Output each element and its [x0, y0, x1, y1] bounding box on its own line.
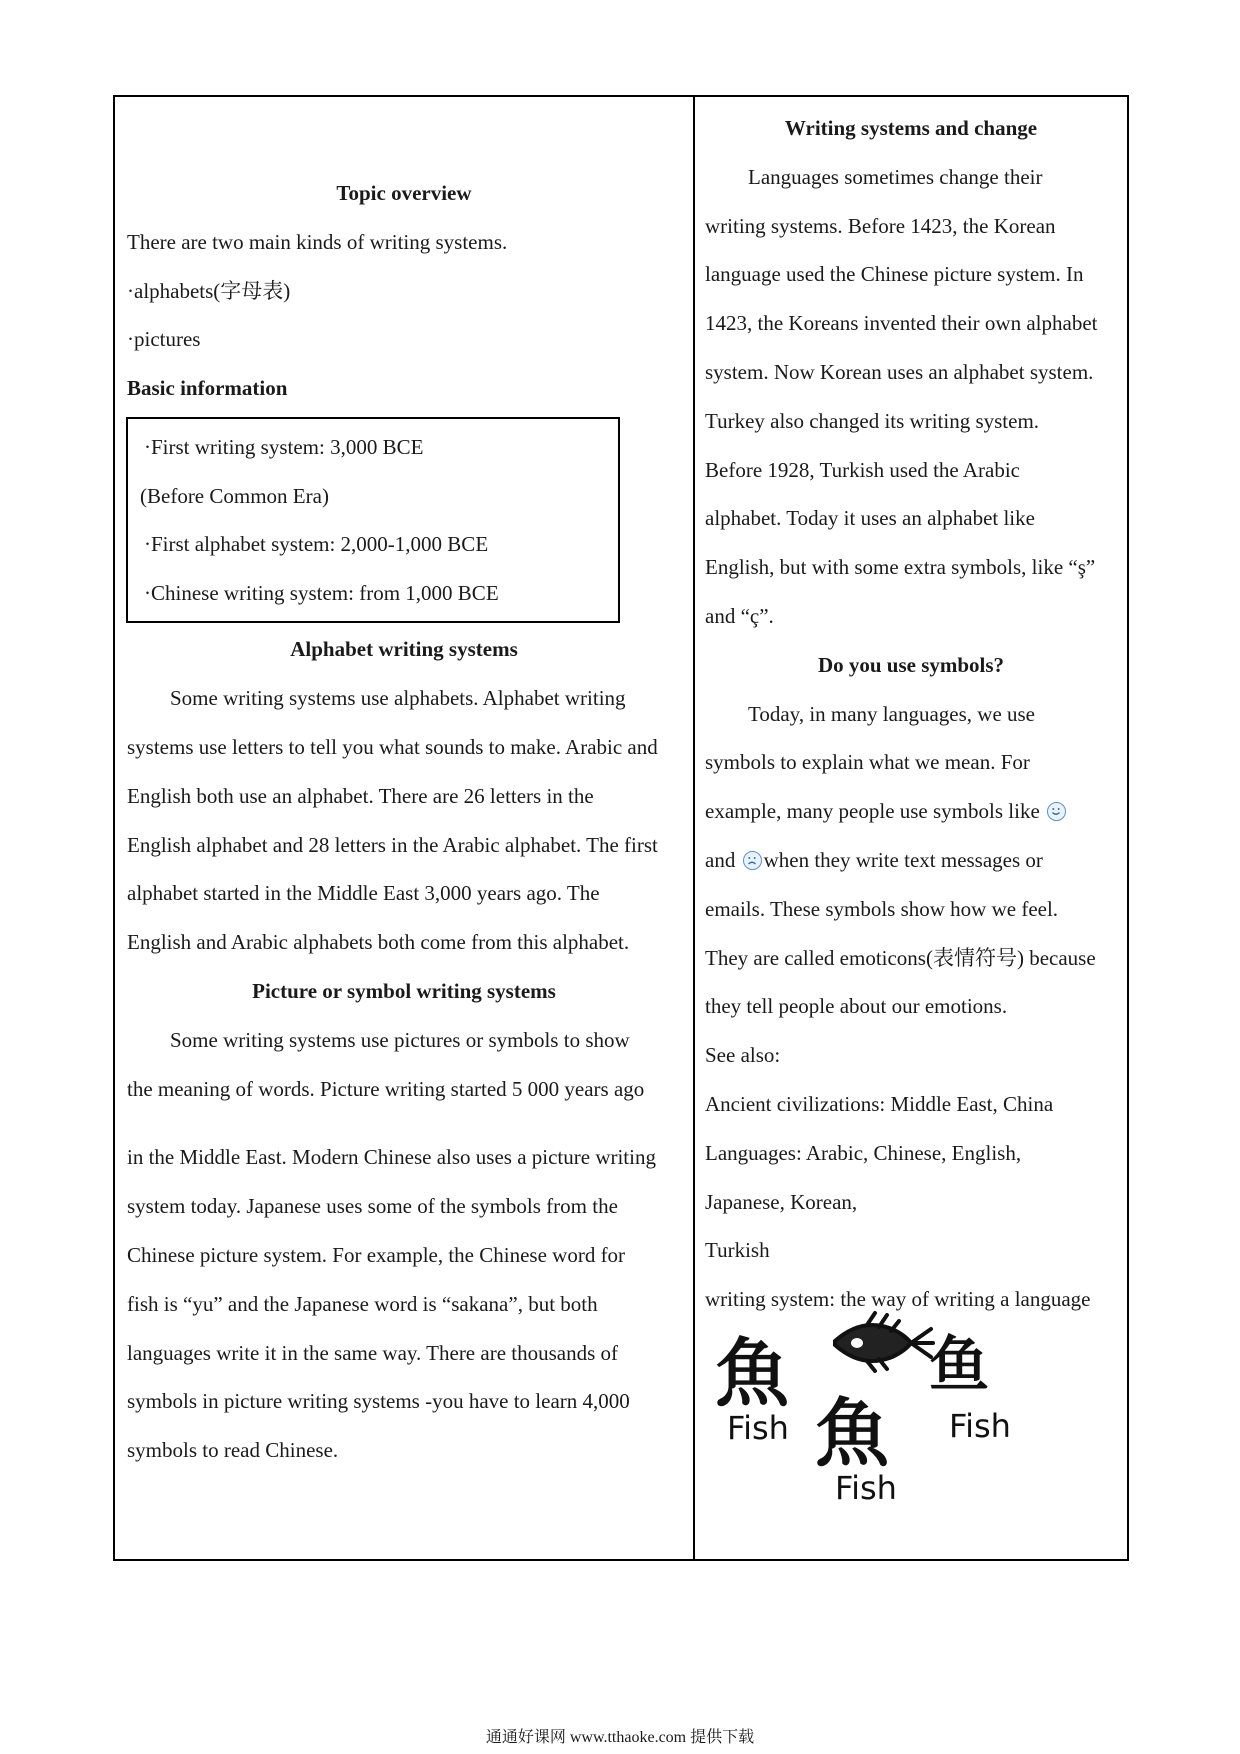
topic-overview-heading: Topic overview	[336, 181, 472, 205]
paragraph-line: Languages sometimes change their	[748, 164, 1043, 189]
paragraph-line: Turkey also changed its writing system.	[705, 408, 1040, 433]
content-table	[113, 95, 1129, 1561]
paragraph-line: and “ç”.	[705, 603, 774, 628]
paragraph-line: English alphabet and 28 letters in the Arabic alphabet. The first	[127, 832, 658, 857]
fish-character-traditional: 魚	[715, 1331, 789, 1417]
paragraph-text: example, many people use symbols like	[705, 799, 1046, 824]
basic-item: (Before Common Era)	[140, 483, 329, 508]
writing-change-heading: Writing systems and change	[784, 116, 1038, 140]
paragraph-line: the meaning of words. Picture writing started 5 000 years ago	[127, 1076, 645, 1101]
paragraph-line: Today, in many languages, we use	[748, 701, 1036, 726]
paragraph-line: alphabet started in the Middle East 3,000 years ago. The	[127, 881, 600, 906]
paragraph-line: systems use letters to tell you what sounds to make. Arabic and	[127, 734, 658, 759]
picture-systems-heading: Picture or symbol writing systems	[252, 978, 556, 1003]
paragraph-line: Some writing systems use alphabets. Alphabet writing	[170, 686, 626, 711]
fish-pictogram-icon	[835, 1313, 933, 1371]
paragraph-line: symbols to explain what we mean. For	[705, 750, 1030, 775]
paragraph-line: system today. Japanese uses some of the symbols from the	[127, 1194, 618, 1219]
symbols-heading: Do you use symbols?	[817, 652, 1005, 677]
fish-label: Fish	[835, 1469, 897, 1507]
paragraph-line: they tell people about our emotions.	[705, 994, 1008, 1019]
smiley-face-icon	[1047, 802, 1066, 821]
topic-line: ·pictures	[127, 327, 201, 352]
paragraph-line: English both use an alphabet. There are 26 letters in the	[127, 783, 594, 808]
paragraph-line: symbols to read Chinese.	[127, 1438, 339, 1463]
basic-item: ·Chinese writing system: from 1,000 BCE	[144, 580, 499, 605]
basic-information-heading: Basic information	[127, 376, 288, 401]
paragraph-line: They are called emoticons(表情符号) because	[705, 945, 1096, 970]
paragraph-line: system. Now Korean uses an alphabet system.	[705, 359, 1094, 384]
see-also-line: Turkish	[705, 1238, 770, 1263]
basic-information-box	[126, 417, 620, 623]
paragraph-line: English, but with some extra symbols, like “ş”	[705, 555, 1096, 580]
paragraph-line: languages write it in the same way. There are thousands of	[127, 1340, 619, 1365]
basic-item: ·First writing system: 3,000 BCE	[144, 434, 424, 459]
paragraph-line: fish is “yu” and the Japanese word is “sakana”, but both	[127, 1291, 598, 1316]
paragraph-line: emails. These symbols show how we feel.	[705, 896, 1059, 921]
paragraph-line: symbols in picture writing systems -you have to learn 4,000	[127, 1389, 630, 1414]
paragraph-line: Some writing systems use pictures or symbols to show	[170, 1027, 630, 1052]
paragraph-line: writing systems. Before 1423, the Korean	[705, 213, 1056, 238]
fish-characters-illustration	[707, 1299, 1097, 1529]
alphabet-systems-heading: Alphabet writing systems	[290, 637, 518, 662]
paragraph-line	[705, 836, 1117, 885]
topic-line: ·alphabets(字母表)	[127, 278, 291, 303]
paragraph-text: and	[705, 847, 741, 872]
right-column	[695, 97, 1127, 1559]
paragraph-text: when they write text messages or	[763, 847, 1043, 872]
see-also-line: Languages: Arabic, Chinese, English,	[705, 1140, 1022, 1165]
paragraph-line: 1423, the Koreans invented their own alphabet	[705, 311, 1098, 336]
fish-label: Fish	[727, 1409, 789, 1447]
fish-label: Fish	[949, 1407, 1011, 1445]
basic-item: ·First alphabet system: 2,000-1,000 BCE	[144, 532, 489, 557]
see-also-line: Japanese, Korean,	[705, 1189, 858, 1214]
page-footer: 通通好课网 www.tthaoke.com 提供下载	[485, 1729, 755, 1746]
fish-character-right: 鱼	[929, 1330, 989, 1400]
see-also-line: writing system: the way of writing a language	[705, 1287, 1091, 1312]
paragraph-line: English and Arabic alphabets both come from this alphabet.	[127, 930, 630, 955]
see-also-line: Ancient civilizations: Middle East, China	[705, 1091, 1054, 1116]
paragraph-line	[705, 787, 1117, 836]
sad-face-icon	[743, 851, 762, 870]
paragraph-line: alphabet. Today it uses an alphabet like	[705, 506, 1035, 531]
topic-line: There are two main kinds of writing systems.	[127, 229, 508, 254]
paragraph-line: in the Middle East. Modern Chinese also uses a picture writing	[127, 1145, 656, 1170]
paragraph-line: Before 1928, Turkish used the Arabic	[705, 457, 1020, 482]
see-also-label: See also:	[705, 1043, 781, 1068]
paragraph-line: Chinese picture system. For example, the Chinese word for	[127, 1242, 626, 1267]
paragraph-line: language used the Chinese picture system. In	[705, 262, 1084, 287]
fish-character-middle: 魚	[815, 1391, 889, 1477]
left-column	[115, 97, 695, 1559]
